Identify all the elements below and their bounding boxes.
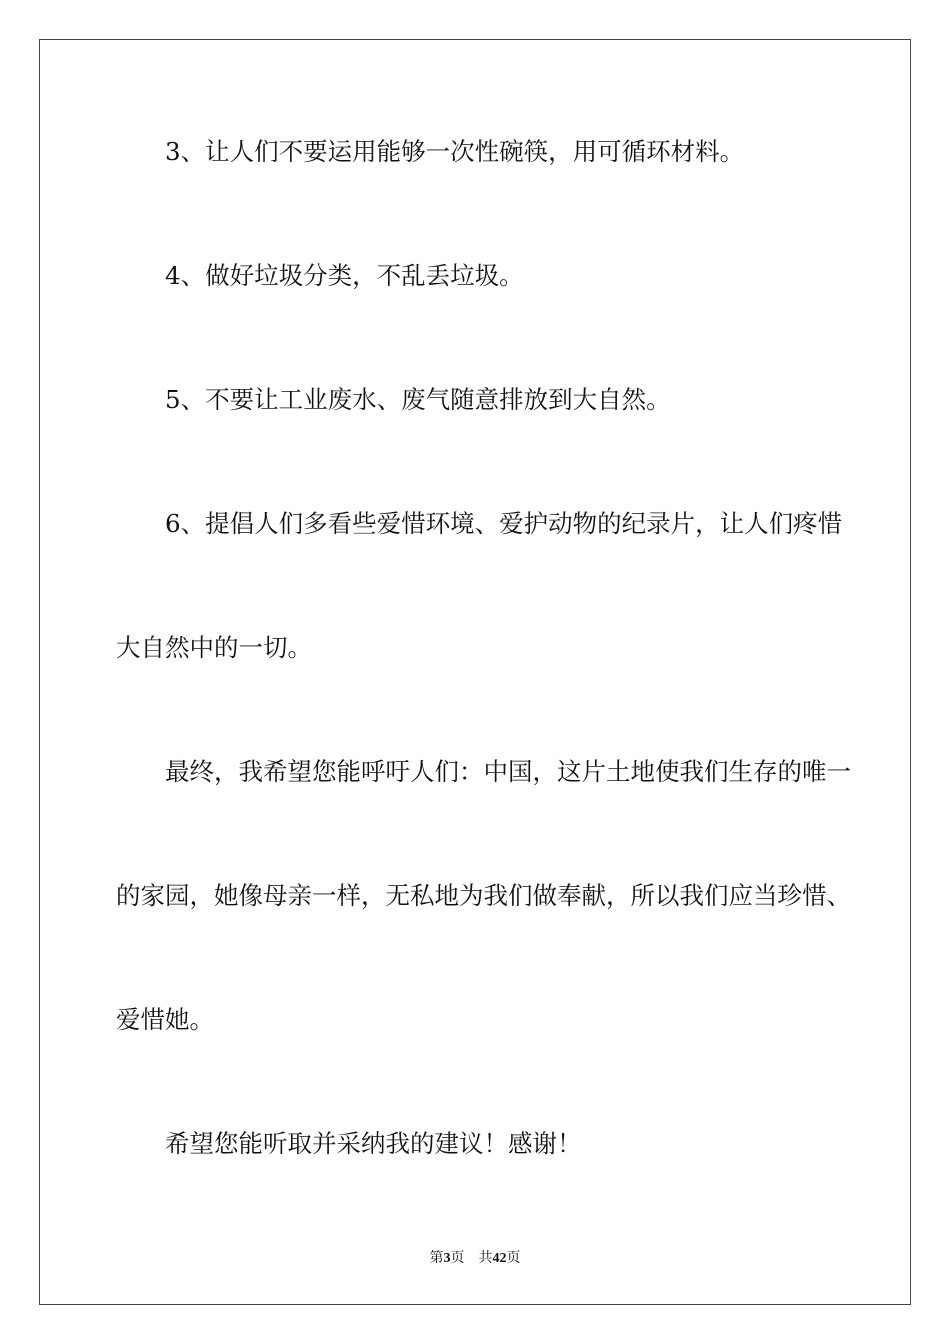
list-item-5: 5、不要让工业废水、废气随意排放到大自然。 (165, 385, 671, 414)
list-item-6-line2: 大自然中的一切。 (116, 633, 312, 662)
paragraph-finally-line2: 的家园，她像母亲一样，无私地为我们做奉献，所以我们应当珍惜、 (116, 881, 851, 910)
paragraph-finally-line1: 最终，我希望您能呼吁人们：中国，这片土地使我们生存的唯一 (165, 757, 851, 786)
closing-paragraph: 希望您能听取并采纳我的建议！感谢！ (165, 1129, 582, 1158)
page-footer (0, 1247, 950, 1267)
total-prefix: 共 (478, 1251, 493, 1266)
total-suffix: 页 (506, 1251, 521, 1266)
total-pages: 42 (492, 1251, 507, 1266)
page-prefix: 第 (429, 1251, 444, 1266)
page-number: 3 (443, 1251, 451, 1266)
paragraph-finally-line3: 爱惜她。 (116, 1005, 214, 1034)
page-border (39, 39, 911, 1305)
list-item-6-line1: 6、提倡人们多看些爱惜环境、爱护动物的纪录片，让人们疼惜 (165, 509, 843, 538)
list-item-3: 3、让人们不要运用能够一次性碗筷，用可循环材料。 (165, 137, 745, 166)
page-suffix: 页 (450, 1251, 465, 1266)
list-item-4: 4、做好垃圾分类，不乱丢垃圾。 (165, 261, 524, 290)
